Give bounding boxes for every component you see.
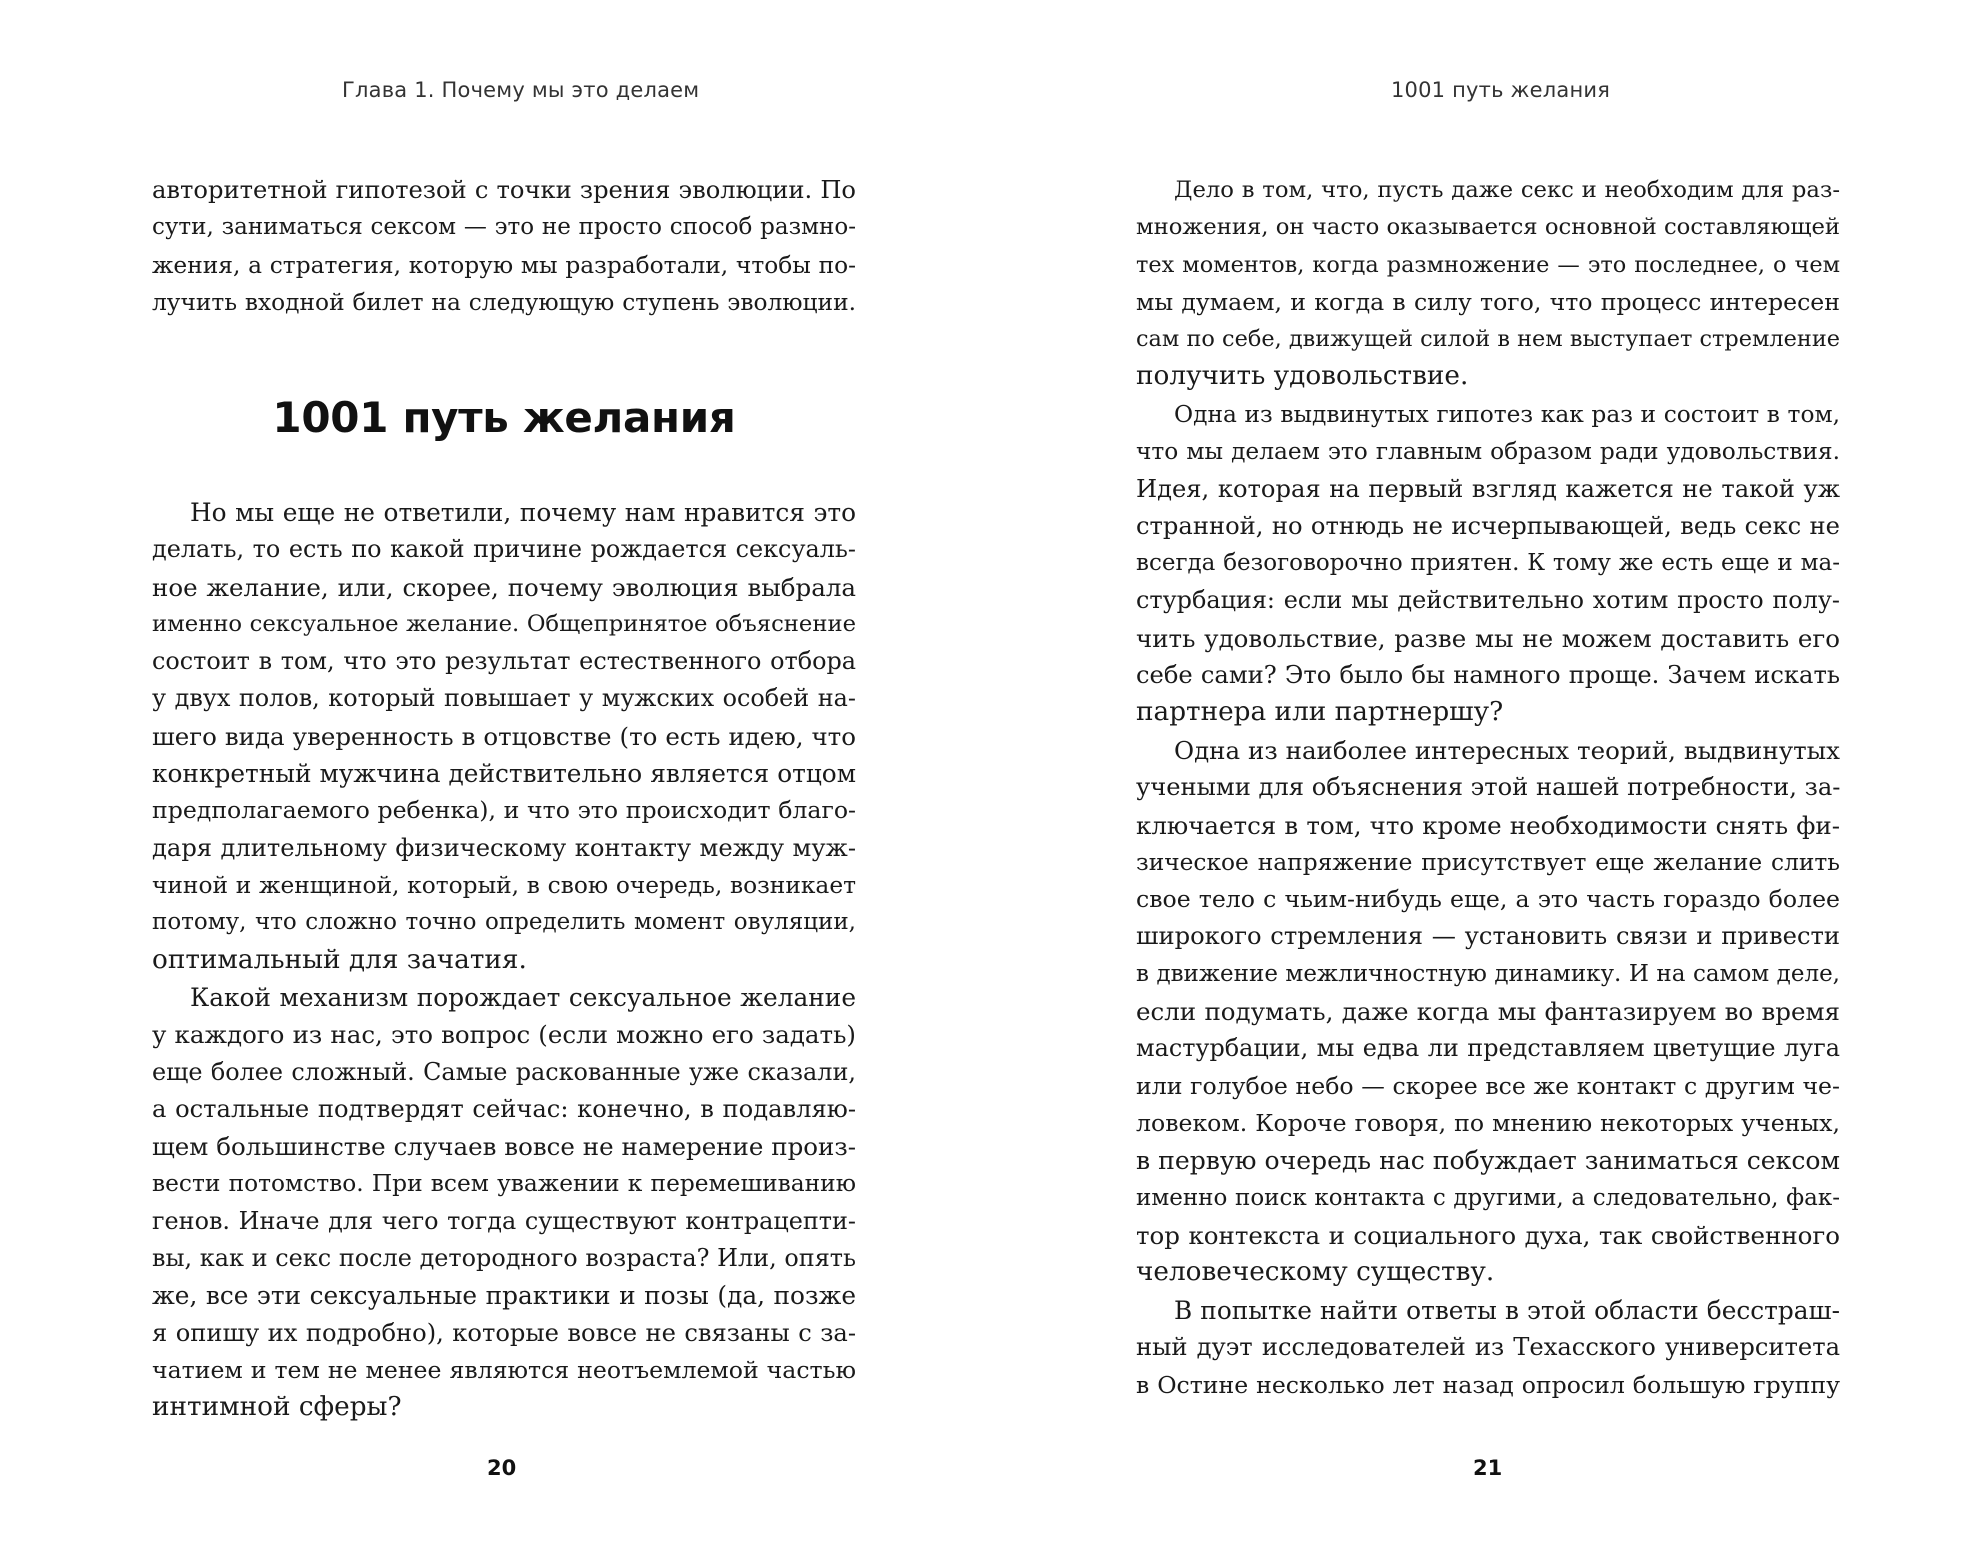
text-line: Одна из наиболее интересных теорий, выдвинутых [1174,736,1840,765]
left-intro-paragraph [152,172,856,321]
text-line: у каждого из нас, это вопрос (если можно его задать) [152,1020,856,1050]
text-line: странной, но отнюдь не исчерпывающей, ведь секс не [1136,511,1840,540]
text-line: именно сексуальное желание. Общепринятое объяснение [152,610,856,637]
text-line: именно поиск контакта с другими, а следовательно, фак- [1136,1184,1840,1211]
text-line: мастурбации, мы едва ли представляем цветущие луга [1136,1034,1840,1063]
text-line: Одна из выдвинутых гипотез как раз и состоит в том, [1174,401,1840,428]
page-number-right: 21 [1473,1456,1503,1480]
text-line: сам по себе, движущей силой в нем выступает стремление [1136,326,1840,353]
text-line: у двух полов, который повышает у мужских особей на- [152,684,856,713]
right-running-head: 1001 путь желания [1391,78,1611,102]
text-line: себе сами? Это было бы намного проще. Зачем искать [1136,661,1840,690]
text-line: всегда безоговорочно приятен. К тому же есть еще и ма- [1136,550,1840,577]
text-line: чить удовольствие, разве мы не можем доставить его [1136,623,1840,653]
text-line: еще более сложный. Самые раскованные уже сказали, [152,1057,856,1086]
text-line: жения, а стратегия, которую мы разработали, чтобы по- [152,251,856,279]
text-line: же, все эти сексуальные практики и позы (да, позже [152,1281,856,1311]
text-line: ный дуэт исследователей из Техасского университета [1136,1333,1840,1362]
text-line: авторитетной гипотезой с точки зрения эволюции. По [152,176,856,204]
text-line: интимной сферы? [152,1392,402,1423]
text-line: вести потомство. При всем уважении к перемешиванию [152,1170,856,1198]
text-line: если подумать, даже когда мы фантазируем во время [1136,997,1840,1027]
left-paragraph-2 [152,979,856,1427]
text-line: Дело в том, что, пусть даже секс и необходим для раз- [1174,177,1840,203]
text-line: чатием и тем не менее являются неотъемлемой частью [152,1355,856,1384]
text-line: учеными для объяснения этой нашей потребности, за- [1136,773,1841,802]
text-line: получить удовольствие. [1136,361,1469,392]
text-line: Но мы еще не ответили, почему нам нравится это [190,498,856,527]
text-line: ловеком. Короче говоря, по мнению некоторых ученых, [1136,1108,1840,1137]
text-line: Какой механизм порождает сексуальное желание [190,983,856,1012]
text-line: что мы делаем это главным образом ради удовольствия. [1136,438,1840,466]
text-line: в движение межличностную динамику. И на самом деле, [1136,960,1840,987]
left-paragraph-1 [152,494,856,979]
text-line: я опишу их подробно), которые вовсе не связаны с за- [152,1318,856,1347]
text-line: ключается в том, что кроме необходимости снять фи- [1136,810,1840,840]
text-line: в первую очередь нас побуждает заниматься сексом [1136,1146,1840,1176]
text-line: свое тело с чьим-нибудь еще, а это часть гораздо более [1136,885,1840,914]
left-running-head: Глава 1. Почему мы это делаем [342,78,700,102]
text-line: состоит в том, что это результат естественного отбора [152,647,856,676]
text-line: генов. Иначе для чего тогда существуют контрацепти- [152,1206,856,1235]
text-line: партнера или партнершу? [1136,697,1504,728]
right-paragraph-1 [1136,172,1840,396]
text-line: Идея, которая на первый взгляд кажется не такой уж [1136,474,1840,503]
text-line: вы, как и секс после детородного возраста? Или, опять [152,1244,856,1273]
text-line: щем большинстве случаев вовсе не намерение произ- [152,1132,856,1162]
text-line: а остальные подтвердят сейчас: конечно, в подавляю- [152,1094,856,1123]
text-line: даря длительному физическому контакту между муж- [152,833,856,862]
text-line: широкого стремления — установить связи и привести [1136,922,1840,951]
text-line: человеческому существу. [1136,1257,1495,1288]
text-line: предполагаемого ребенка), и что это происходит благо- [152,796,856,825]
right-paragraph-3 [1136,732,1840,1291]
right-paragraph-4 [1136,1292,1840,1404]
text-line: тор контекста и социального духа, так свойственного [1136,1220,1840,1250]
page-number-left: 20 [487,1456,517,1480]
text-line: оптимальный для зачатия. [152,944,527,975]
right-paragraph-2 [1136,396,1840,732]
text-line: множения, он часто оказывается основной составляющей [1136,214,1840,241]
text-line: мы думаем, и когда в силу того, что процесс интересен [1136,287,1840,316]
text-line: лучить входной билет на следующую ступень эволюции. [152,288,856,316]
text-line: В попытке найти ответы в этой области бесстраш- [1174,1296,1840,1325]
right-page [993,0,1985,1544]
text-line: стурбация: если мы действительно хотим просто полу- [1136,586,1840,615]
left-page [0,0,992,1544]
text-line: шего вида уверенность в отцовстве (то есть идею, что [152,721,856,751]
text-line: чиной и женщиной, который, в свою очередь, возникает [152,871,856,899]
text-line: потому, что сложно точно определить момент овуляции, [152,909,856,936]
text-line: зическое напряжение присутствует еще желание слить [1136,848,1840,876]
section-heading: 1001 путь желания [272,393,736,442]
text-line: в Остине несколько лет назад опросил большую группу [1136,1370,1840,1399]
text-line: тех моментов, когда размножение — это последнее, о чем [1136,251,1840,278]
text-line: конкретный мужчина действительно является отцом [152,759,856,789]
text-line: ное желание, или, скорее, почему эволюция выбрала [152,572,856,602]
text-line: или голубое небо — скорее все же контакт с другим че- [1136,1071,1840,1100]
text-line: сути, заниматься сексом — это не просто способ размно- [152,214,856,241]
text-line: делать, то есть по какой причине рождается сексуаль- [152,535,856,564]
